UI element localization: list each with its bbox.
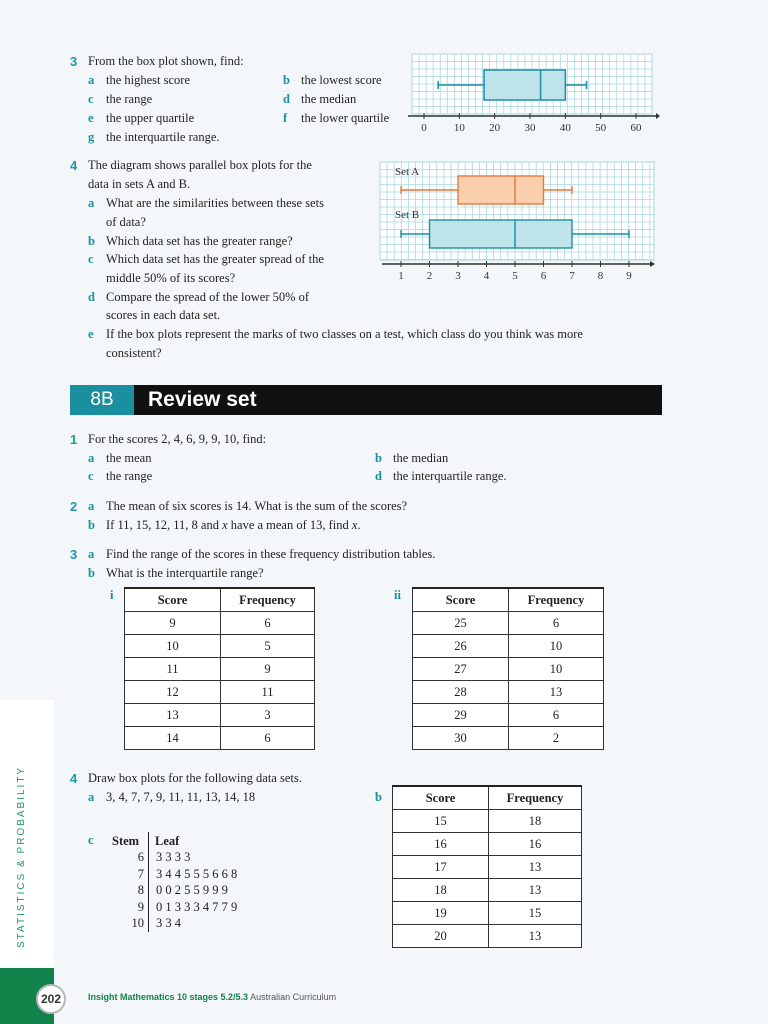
tick-label: 1: [398, 270, 404, 282]
part-label: a: [88, 790, 95, 804]
tick-label: 50: [595, 122, 607, 134]
cell-score: 14: [125, 727, 221, 750]
part-text: Which data set has the greater spread of the: [106, 252, 324, 266]
part-text: the median: [393, 451, 449, 465]
part-label: d: [283, 92, 290, 106]
part-text: middle 50% of its scores?: [106, 271, 236, 285]
table-row: [125, 704, 315, 727]
part-text: What are the similarities between these sets: [106, 196, 324, 210]
cell-score: 19: [393, 902, 489, 925]
question-number: 2: [70, 499, 78, 514]
cell-frequency: 6: [509, 704, 604, 727]
cell-score: 15: [393, 810, 489, 833]
cell-frequency: 6: [221, 612, 315, 635]
part-label: f: [283, 111, 288, 125]
cell-frequency: 11: [221, 681, 315, 704]
header-frequency: Frequency: [221, 588, 315, 612]
table-row: [393, 810, 582, 833]
tick-label: 8: [597, 270, 604, 282]
set-b-box: [430, 220, 573, 248]
part-label: b: [375, 790, 382, 804]
cell-score: 9: [125, 612, 221, 635]
cell-score: 18: [393, 879, 489, 902]
leaf-values: 0 0 2 5 5 9 9 9: [156, 883, 228, 897]
cell-frequency: 16: [489, 833, 582, 856]
part-text: If 11, 15, 12, 11, 8 and x have a mean of 13, find x.: [106, 518, 361, 532]
review-set-banner: [70, 385, 662, 415]
part-text: the interquartile range.: [393, 469, 507, 483]
table-row: [413, 635, 604, 658]
cell-score: 13: [125, 704, 221, 727]
cell-frequency: 13: [509, 681, 604, 704]
tick-label: 9: [626, 270, 632, 282]
question-number: 4: [70, 771, 78, 786]
part-text: If the box plots represent the marks of two classes on a test, which class do you think was more: [106, 327, 583, 341]
question-number: 3: [70, 54, 78, 69]
tick-label: 5: [512, 270, 518, 282]
part-label: c: [88, 252, 94, 266]
part-text: the highest score: [106, 73, 191, 87]
table-row: [393, 879, 582, 902]
cell-frequency: 13: [489, 879, 582, 902]
table-row: [413, 681, 604, 704]
cell-frequency: 5: [221, 635, 315, 658]
header-score: Score: [393, 786, 489, 810]
part-label: b: [283, 73, 290, 87]
tick-label: 4: [483, 270, 490, 282]
cell-frequency: 18: [489, 810, 582, 833]
header-frequency: Frequency: [509, 588, 604, 612]
part-label: e: [88, 327, 94, 341]
side-band: [0, 700, 54, 970]
part-text: consistent?: [106, 346, 162, 360]
cell-score: 26: [413, 635, 509, 658]
part-label: b: [88, 518, 95, 532]
table-row: [125, 612, 315, 635]
question-text: For the scores 2, 4, 6, 9, 9, 10, find:: [88, 432, 267, 446]
strand-label: STATISTICS & PROBABILITY: [16, 765, 27, 948]
part-label: c: [88, 469, 94, 483]
part-text: scores in each data set.: [106, 308, 221, 322]
table-label: ii: [394, 588, 401, 602]
stem-value: 9: [137, 899, 144, 914]
part-text: What is the interquartile range?: [106, 566, 264, 580]
part-text: the range: [106, 469, 153, 483]
part-text: The mean of six scores is 14. What is the sum of the scores?: [106, 499, 408, 513]
cell-frequency: 6: [221, 727, 315, 750]
set-a-label: Set A: [395, 166, 420, 178]
part-label: a: [88, 547, 95, 561]
stem-divider: [148, 832, 149, 932]
part-label: d: [88, 290, 95, 304]
part-text: the interquartile range.: [106, 130, 220, 144]
part-text: the mean: [106, 451, 152, 465]
leaf-values: 0 1 3 3 3 4 7 7 9: [156, 899, 238, 914]
part-label: e: [88, 111, 94, 125]
cell-score: 30: [413, 727, 509, 750]
frequency-table-b: [392, 785, 582, 948]
cell-score: 10: [125, 635, 221, 658]
part-text: 3, 4, 7, 7, 9, 11, 11, 13, 14, 18: [106, 790, 256, 804]
table-row: [393, 925, 582, 948]
part-label: a: [88, 196, 95, 210]
question-number: 3: [70, 547, 78, 562]
cell-frequency: 10: [509, 658, 604, 681]
part-label: a: [88, 451, 95, 465]
table-row: [125, 681, 315, 704]
table-row: [393, 856, 582, 879]
tick-label: 40: [559, 122, 571, 134]
table-row: [413, 727, 604, 750]
dotted-rule: [0, 998, 36, 999]
tick-label: 10: [453, 122, 465, 134]
table-row: [393, 902, 582, 925]
set-b-label: Set B: [395, 209, 420, 221]
page-number: 202: [36, 984, 66, 1014]
cell-frequency: 3: [221, 704, 315, 727]
question-text: From the box plot shown, find:: [88, 54, 244, 68]
cell-frequency: 15: [489, 902, 582, 925]
question-text: The diagram shows parallel box plots for the: [88, 158, 312, 172]
cell-score: 25: [413, 612, 509, 635]
set-a-box: [458, 176, 544, 204]
cell-score: 20: [393, 925, 489, 948]
part-text: the lowest score: [301, 73, 382, 87]
section-title: Review set: [148, 388, 257, 411]
part-text: Find the range of the scores in these frequency distribution tables.: [106, 547, 436, 561]
table-row: [413, 612, 604, 635]
box: [484, 70, 565, 100]
cell-frequency: 10: [509, 635, 604, 658]
tick-label: 60: [630, 122, 642, 134]
frequency-table-ii: [412, 587, 604, 750]
cell-score: 27: [413, 658, 509, 681]
footer-text: Insight Mathematics 10 stages 5.2/5.3 Australian Curriculum: [88, 992, 337, 1002]
table-row: [413, 704, 604, 727]
axis-arrow: [650, 261, 655, 267]
table-row: [125, 727, 315, 750]
part-text: of data?: [106, 215, 146, 229]
part-label: c: [88, 833, 94, 847]
table-row: [125, 658, 315, 681]
leaf-values: 3 4 4 5 5 5 6 6 8: [156, 866, 238, 881]
table-row: [413, 658, 604, 681]
box-plot-q3: [404, 52, 660, 136]
table-label: i: [110, 588, 114, 602]
part-text: the range: [106, 92, 153, 106]
leaf-header: Leaf: [155, 834, 180, 848]
cell-frequency: 13: [489, 856, 582, 879]
cell-score: 17: [393, 856, 489, 879]
part-label: b: [375, 451, 382, 465]
header-score: Score: [125, 588, 221, 612]
part-text: the median: [301, 92, 357, 106]
cell-frequency: 9: [221, 658, 315, 681]
cell-score: 16: [393, 833, 489, 856]
question-number: 4: [70, 158, 78, 173]
table-row: [393, 833, 582, 856]
cell-score: 12: [125, 681, 221, 704]
part-text: Which data set has the greater range?: [106, 234, 293, 248]
frequency-table-i: [124, 587, 315, 750]
tick-label: 2: [426, 270, 433, 282]
part-label: c: [88, 92, 94, 106]
section-code: 8B: [70, 385, 134, 415]
cell-score: 11: [125, 658, 221, 681]
stem-value: 7: [137, 866, 144, 881]
header-frequency: Frequency: [489, 786, 582, 810]
cell-frequency: 13: [489, 925, 582, 948]
part-text: the lower quartile: [301, 111, 390, 125]
question-text: data in sets A and B.: [88, 177, 191, 191]
axis-arrow: [656, 113, 660, 119]
leaf-values: 3 3 3 3: [156, 850, 191, 864]
part-text: the upper quartile: [106, 111, 195, 125]
part-label: b: [88, 234, 95, 248]
tick-label: 30: [524, 122, 536, 134]
part-label: d: [375, 469, 382, 483]
header-score: Score: [413, 588, 509, 612]
tick-label: 20: [489, 122, 501, 134]
stem-header: Stem: [112, 834, 140, 848]
stem-value: 8: [137, 883, 144, 897]
cell-frequency: 2: [509, 727, 604, 750]
part-label: b: [88, 566, 95, 580]
stem-leaf-plot: [100, 832, 300, 934]
part-label: g: [88, 130, 95, 144]
stem-value: 10: [131, 916, 144, 930]
cell-frequency: 6: [509, 612, 604, 635]
parallel-box-plots-q4: [378, 160, 658, 284]
tick-label: 0: [421, 122, 427, 134]
tick-label: 7: [569, 270, 575, 282]
cell-score: 29: [413, 704, 509, 727]
leaf-values: 3 3 4: [156, 916, 181, 930]
part-text: Compare the spread of the lower 50% of: [106, 290, 310, 304]
question-number: 1: [70, 432, 78, 447]
stem-value: 6: [137, 850, 144, 864]
tick-label: 6: [540, 270, 547, 282]
table-row: [125, 635, 315, 658]
tick-label: 3: [455, 270, 461, 282]
cell-score: 28: [413, 681, 509, 704]
question-text: Draw box plots for the following data sets.: [88, 771, 302, 785]
part-label: a: [88, 73, 95, 87]
part-label: a: [88, 499, 95, 513]
